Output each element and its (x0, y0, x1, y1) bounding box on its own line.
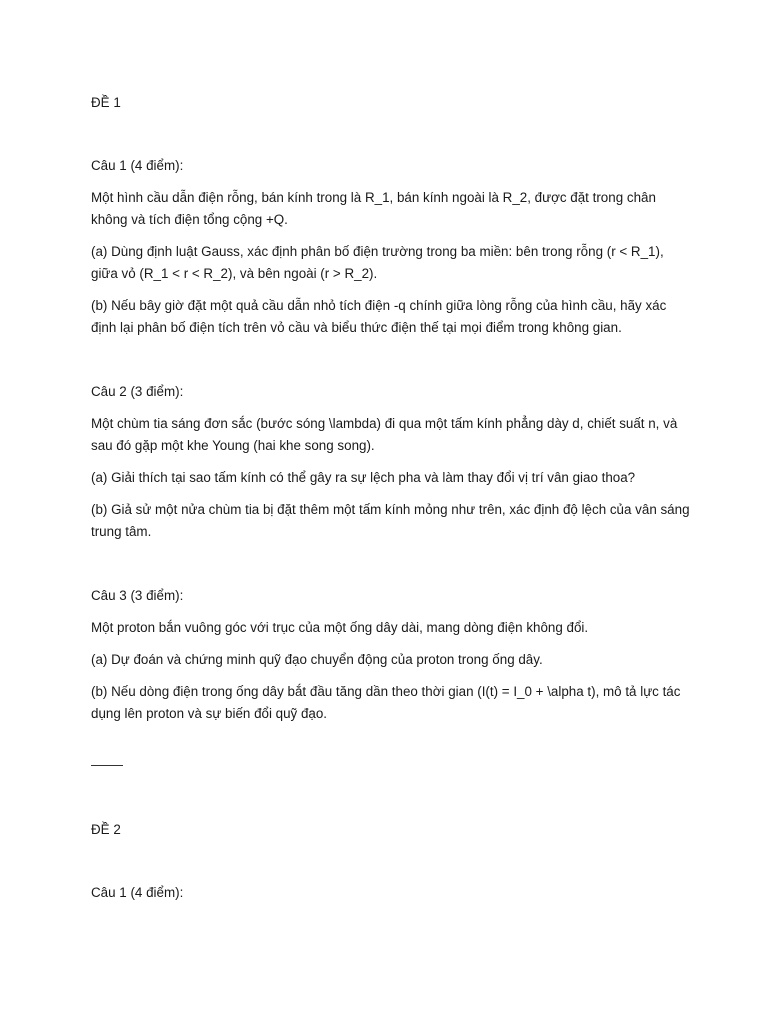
question-paragraph: Một proton bắn vuông góc với trục của một ống dây dài, mang dòng điện không đổi. (91, 620, 589, 635)
question-heading: Câu 1 (4 điểm): (91, 885, 184, 900)
exam-title: ĐỀ 2 (91, 822, 121, 837)
exam-2 (91, 819, 691, 904)
question-paragraph: (a) Giải thích tại sao tấm kính có thể gây ra sự lệch pha và làm thay đổi vị trí vân giao thoa? (91, 470, 636, 485)
section-divider (91, 765, 123, 766)
question-heading: Câu 1 (4 điểm): (91, 158, 184, 173)
question-paragraph: Một hình cầu dẫn điện rỗng, bán kính trong là R_1, bán kính ngoài là R_2, được đặt trong chân không và tích điện tổng cộng +Q. (91, 190, 656, 227)
question-3 (91, 585, 691, 725)
exam-title: ĐỀ 1 (91, 95, 121, 110)
question-paragraph: (b) Nếu bây giờ đặt một quả cầu dẫn nhỏ tích điện -q chính giữa lòng rỗng của hình cầu, hãy xác định lại phân bố điện tích trên vỏ cầu và biểu thức điện thế tại mọi điểm trong không gian. (91, 298, 667, 335)
question-heading: Câu 3 (3 điểm): (91, 588, 184, 603)
question-1 (91, 155, 691, 339)
question-paragraph: (a) Dùng định luật Gauss, xác định phân bố điện trường trong ba miền: bên trong rỗng (r < R_1), giữa vỏ (R_1 < r < R_2), và bên ngoài (r > R_2). (91, 244, 664, 281)
document-page (91, 92, 691, 946)
exam-1 (91, 92, 691, 725)
question-paragraph: (b) Nếu dòng điện trong ống dây bắt đầu tăng dần theo thời gian (I(t) = I_0 + \alpha t), mô tả lực tác dụng lên proton và sự biến đổi quỹ đạo. (91, 684, 681, 721)
question-paragraph: Một chùm tia sáng đơn sắc (bước sóng \lambda) đi qua một tấm kính phẳng dày d, chiết suất n, và sau đó gặp một khe Young (hai khe song song). (91, 416, 678, 453)
question-2 (91, 381, 691, 543)
question-heading: Câu 2 (3 điểm): (91, 384, 184, 399)
question-paragraph: (b) Giả sử một nửa chùm tia bị đặt thêm một tấm kính mỏng như trên, xác định độ lệch của vân sáng trung tâm. (91, 502, 690, 539)
question-1 (91, 882, 691, 904)
question-paragraph: (a) Dự đoán và chứng minh quỹ đạo chuyển động của proton trong ống dây. (91, 652, 543, 667)
